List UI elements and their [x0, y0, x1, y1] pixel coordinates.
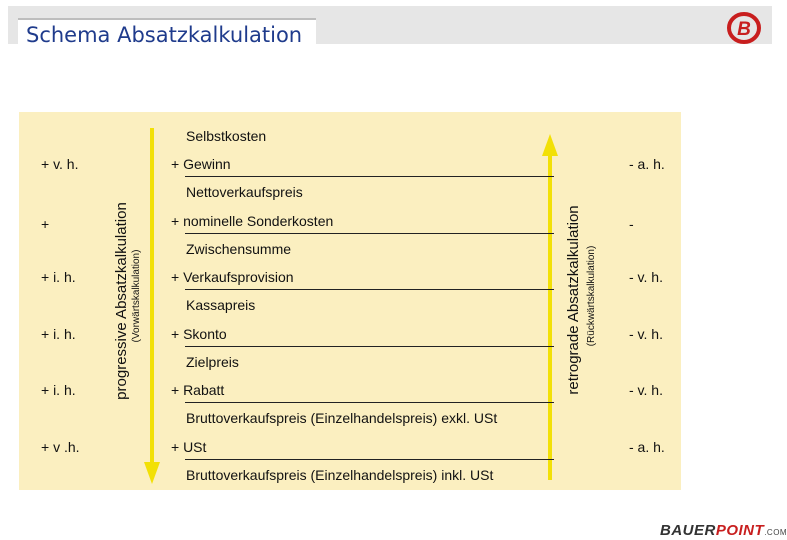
- schema-panel: [19, 112, 681, 490]
- left-marker: + i. h.: [41, 326, 76, 342]
- right-marker: - a. h.: [629, 439, 665, 455]
- progressive-label: progressive Absatzkalkulation: [113, 202, 130, 400]
- rule-5: [185, 402, 554, 403]
- right-marker: - v. h.: [629, 382, 663, 398]
- addition-gewinn: + Gewinn: [171, 156, 231, 172]
- rule-6: [185, 459, 554, 460]
- rule-1: [185, 176, 554, 177]
- result-zielpreis: Zielpreis: [186, 354, 239, 370]
- title-tab: [18, 18, 316, 52]
- slide-title: Schema Absatzkalkulation: [26, 23, 303, 47]
- left-marker: + v .h.: [41, 439, 80, 455]
- left-marker: +: [41, 216, 50, 232]
- bauerpoint-logo-icon: [726, 10, 762, 46]
- brand-part1: BAUER: [660, 522, 716, 539]
- addition-verkaufsprovision: + Verkaufsprovision: [171, 269, 294, 285]
- progressive-sublabel: (Vorwärtskalkulation): [131, 249, 142, 343]
- rule-2: [185, 233, 554, 234]
- addition-ust: + USt: [171, 439, 207, 455]
- result-selbstkosten: Selbstkosten: [186, 128, 267, 144]
- right-marker: -: [629, 216, 634, 232]
- result-kassapreis: Kassapreis: [186, 297, 256, 313]
- right-marker: - v. h.: [629, 269, 663, 285]
- retrograde-label: retrograde Absatzkalkulation: [565, 205, 582, 395]
- right-marker: - v. h.: [629, 326, 663, 342]
- result-brutto-exkl-ust: Bruttoverkaufspreis (Einzelhandelspreis) exkl. USt: [186, 410, 498, 426]
- addition-skonto: + Skonto: [171, 326, 227, 342]
- addition-rabatt: + Rabatt: [171, 382, 225, 398]
- result-nettoverkaufspreis: Nettoverkaufspreis: [186, 184, 303, 200]
- brand-logo: [660, 522, 787, 539]
- result-brutto-inkl-ust: Bruttoverkaufspreis (Einzelhandelspreis) inkl. USt: [186, 467, 494, 483]
- brand-part2: POINT: [715, 522, 765, 539]
- retrograde-sublabel: (Rückwärtskalkulation): [586, 245, 597, 347]
- brand-suffix: .COM: [764, 528, 787, 537]
- retrograde-arrow-icon: [542, 134, 558, 480]
- rule-3: [185, 289, 554, 290]
- left-marker: + i. h.: [41, 269, 76, 285]
- progressive-arrow-icon: [144, 128, 160, 484]
- result-zwischensumme: Zwischensumme: [186, 241, 292, 257]
- rule-4: [185, 346, 554, 347]
- right-marker: - a. h.: [629, 156, 665, 172]
- left-marker: + v. h.: [41, 156, 79, 172]
- logo-letter: B: [737, 19, 751, 40]
- addition-sonderkosten: + nominelle Sonderkosten: [171, 213, 334, 229]
- left-marker: + i. h.: [41, 382, 76, 398]
